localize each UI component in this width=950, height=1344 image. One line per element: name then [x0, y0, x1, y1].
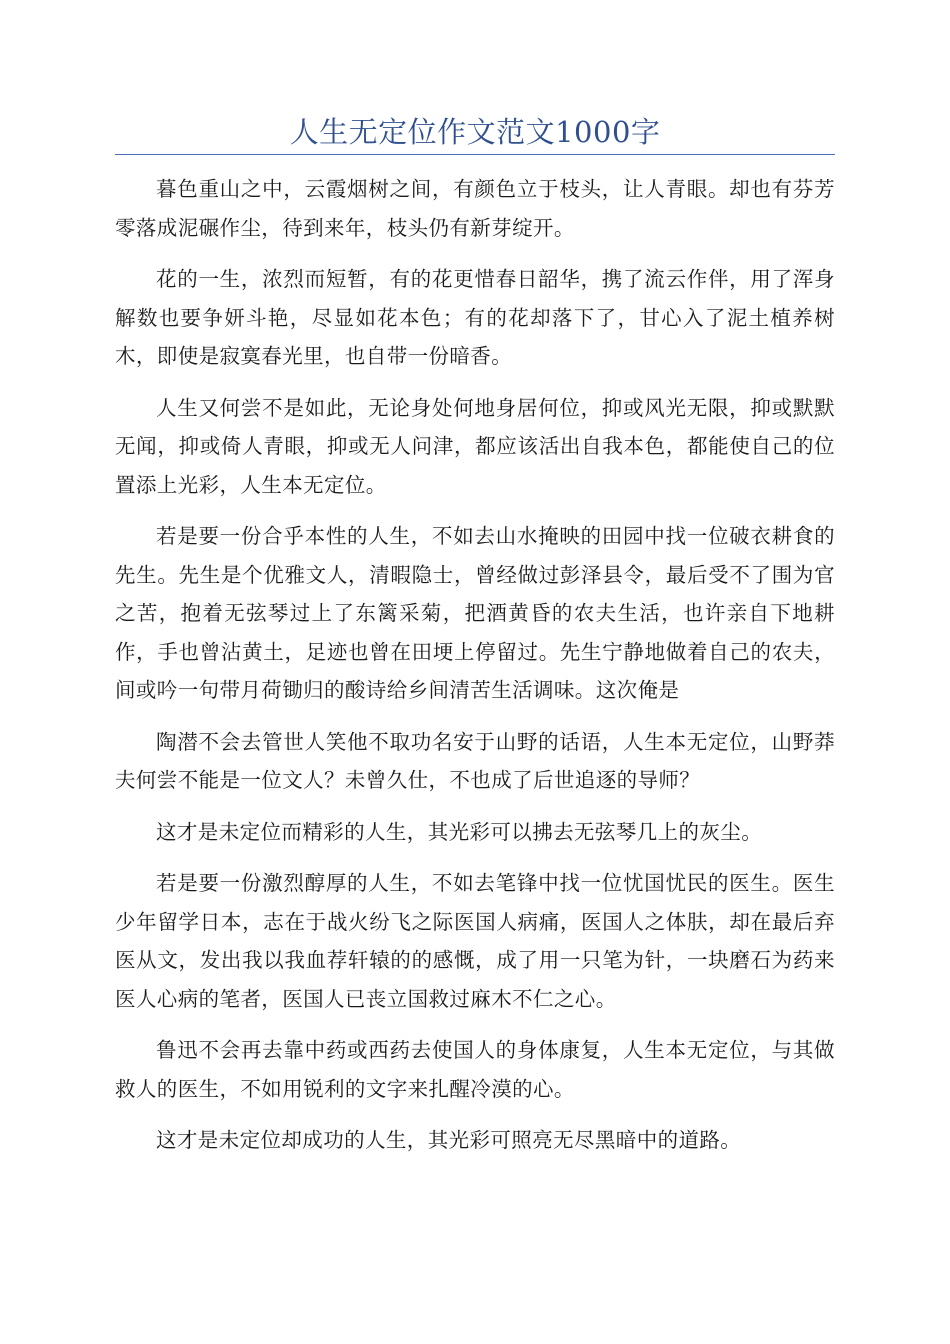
- paragraph: 若是要一份激烈醇厚的人生，不如去笔锋中找一位忧国忧民的医生。医生少年留学日本，志在于战火纷飞之际医国人病痛，医国人之体肤，却在最后弃医从文，发出我以我血荐轩辕的的感慨，成了用一只笔为针，一块磨石为药来医人心病的笔者，医国人已丧立国救过麻木不仁之心。: [115, 871, 835, 1011]
- paragraph: 鲁迅不会再去靠中药或西药去使国人的身体康复，人生本无定位，与其做救人的医生，不如用锐利的文字来扎醒冷漠的心。: [115, 1038, 835, 1101]
- paragraph: 人生又何尝不是如此，无论身处何地身居何位，抑或风光无限，抑或默默无闻，抑或倚人青眼，抑或无人问津，都应该活出自我本色，都能使自己的位置添上光彩，人生本无定位。: [115, 395, 835, 497]
- paragraph: 暮色重山之中，云霞烟树之间，有颜色立于枝头，让人青眼。却也有芬芳零落成泥碾作尘，待到来年，枝头仍有新芽绽开。: [115, 177, 835, 240]
- document-title: 人生无定位作文范文1000字: [289, 115, 661, 149]
- paragraph: 若是要一份合乎本性的人生，不如去山水掩映的田园中找一位破衣耕食的先生。先生是个优雅文人，清暇隐士，曾经做过彭泽县令，最后受不了围为官之苦，抱着无弦琴过上了东篱采菊，把酒黄昏的农夫生活，也许亲自下地耕作，手也曾沾黄土，足迹也曾在田埂上停留过。先生宁静地做着自己的农夫，间或吟一句带月荷锄归的酸诗给乡间清苦生活调味。这次俺是: [115, 524, 835, 702]
- paragraph: 陶潜不会去管世人笑他不取功名安于山野的话语，人生本无定位，山野莽夫何尝不能是一位文人？未曾久仕，不也成了后世追逐的导师？: [115, 729, 835, 792]
- paragraph: 这才是未定位而精彩的人生，其光彩可以拂去无弦琴几上的灰尘。: [156, 819, 763, 844]
- paragraph: 这才是未定位却成功的人生，其光彩可照亮无尽黑暗中的道路。: [156, 1128, 742, 1152]
- title-underline: [115, 154, 835, 155]
- document-body: [115, 170, 835, 1173]
- paragraph: 花的一生，浓烈而短暂，有的花更惜春日韶华，携了流云作伴，用了浑身解数也要争妍斗艳，尽显如花本色；有的花却落下了，甘心入了泥土植养树木，即使是寂寞春光里，也自带一份暗香。: [115, 267, 835, 368]
